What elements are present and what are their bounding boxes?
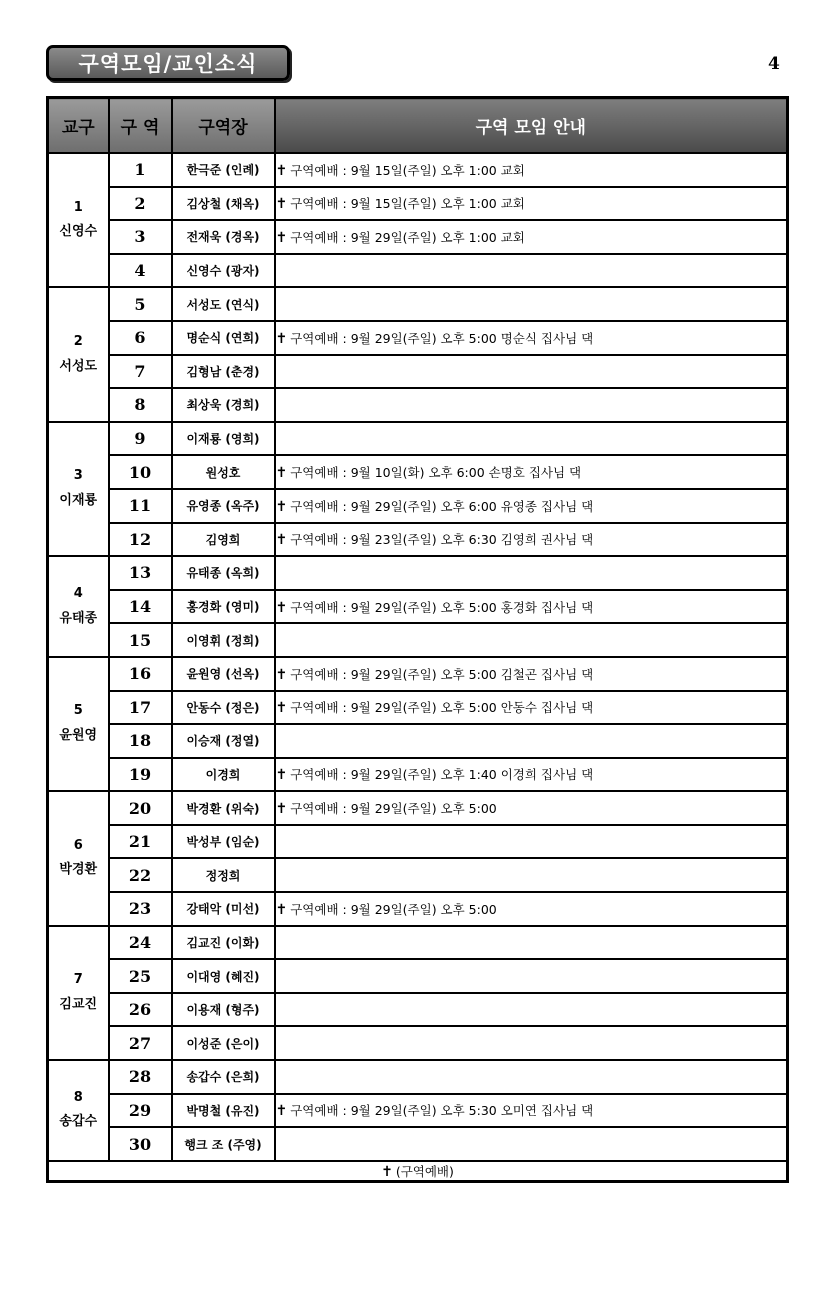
meeting-info-cell (275, 691, 788, 725)
page-number: 4 (768, 54, 780, 74)
zone-leader: 전재욱 (경옥) (172, 220, 275, 254)
cross-icon: ✝ (275, 330, 288, 347)
cross-icon: ✝ (275, 1103, 288, 1120)
table-row (48, 422, 788, 456)
table-row (48, 220, 788, 254)
meeting-info-cell (275, 657, 788, 691)
district-cell (48, 287, 109, 421)
district-number: 4 (73, 585, 83, 601)
zone-leader: 홍경화 (영미) (172, 590, 275, 624)
cross-icon: ✝ (275, 801, 288, 818)
zone-leader: 한극준 (인례) (172, 153, 275, 187)
zone-leader: 윤원영 (선옥) (172, 657, 275, 691)
table-row (48, 657, 788, 691)
cross-icon: ✝ (275, 767, 288, 784)
table-row (48, 355, 788, 389)
header-leader: 구역장 (172, 98, 275, 154)
district-name: 이재룡 (59, 492, 98, 508)
zone-leader: 유태종 (옥희) (172, 556, 275, 590)
zone-number: 24 (109, 926, 172, 960)
district-cell (48, 657, 109, 791)
header-district: 교구 (48, 98, 109, 154)
table-row (48, 523, 788, 557)
zone-leader: 행크 조 (주영) (172, 1127, 275, 1161)
zone-leader: 박명철 (유진) (172, 1094, 275, 1128)
table-row (48, 623, 788, 657)
zone-leader: 신영수 (광자) (172, 254, 275, 288)
footer-label: (구역예배) (395, 1163, 454, 1179)
zone-number: 27 (109, 1026, 172, 1060)
zone-leader: 안동수 (정은) (172, 691, 275, 725)
district-name: 김교진 (59, 996, 98, 1012)
table-row (48, 892, 788, 926)
cross-icon: ✝ (275, 465, 288, 482)
zone-leader: 최상욱 (경희) (172, 388, 275, 422)
table-row (48, 959, 788, 993)
meeting-info-cell (275, 321, 788, 355)
zone-leader: 박경환 (위숙) (172, 791, 275, 825)
zone-number: 8 (109, 388, 172, 422)
meeting-info-cell (275, 1127, 788, 1161)
meeting-info: 구역예배 : 9월 29일(주일) 오후 5:00 명순식 집사님 댁 (290, 330, 594, 346)
meeting-info-cell (275, 556, 788, 590)
table-row (48, 1094, 788, 1128)
meeting-info-cell (275, 153, 788, 187)
zone-number: 14 (109, 590, 172, 624)
district-name: 윤원영 (59, 728, 98, 744)
zone-leader: 명순식 (연희) (172, 321, 275, 355)
zone-leader: 송갑수 (은희) (172, 1060, 275, 1094)
zone-number: 12 (109, 523, 172, 557)
meeting-info-cell (275, 623, 788, 657)
zone-leader: 김상철 (채옥) (172, 187, 275, 221)
zone-number: 16 (109, 657, 172, 691)
meeting-info: 구역예배 : 9월 29일(주일) 오후 5:00 홍경화 집사님 댁 (290, 599, 594, 615)
cross-icon: ✝ (275, 162, 288, 179)
meeting-info: 구역예배 : 9월 10일(화) 오후 6:00 손명호 집사님 댁 (290, 465, 582, 481)
district-name: 박경환 (59, 862, 98, 878)
table-footer-row (48, 1161, 788, 1182)
meeting-info-cell (275, 724, 788, 758)
section-title: 구역모임/교인소식 (46, 45, 290, 81)
zone-number: 4 (109, 254, 172, 288)
cross-icon: ✝ (275, 532, 288, 549)
meeting-info: 구역예배 : 9월 29일(주일) 오후 5:00 (290, 901, 497, 917)
meeting-info-cell (275, 758, 788, 792)
district-number: 1 (73, 199, 83, 215)
zone-leader: 김교진 (이화) (172, 926, 275, 960)
zone-leader: 정정희 (172, 858, 275, 892)
table-row (48, 1026, 788, 1060)
zone-leader: 서성도 (연식) (172, 287, 275, 321)
meeting-info-cell (275, 254, 788, 288)
zone-leader: 김영희 (172, 523, 275, 557)
district-name: 송갑수 (59, 1114, 98, 1130)
meeting-info-cell (275, 388, 788, 422)
zone-leader: 이경희 (172, 758, 275, 792)
zone-number: 19 (109, 758, 172, 792)
meeting-info-cell (275, 892, 788, 926)
meeting-info: 구역예배 : 9월 29일(주일) 오후 5:30 오미연 집사님 댁 (290, 1103, 594, 1119)
meeting-info-cell (275, 926, 788, 960)
table-row (48, 287, 788, 321)
meeting-info: 구역예배 : 9월 15일(주일) 오후 1:00 교회 (290, 196, 525, 212)
district-name: 유태종 (59, 610, 98, 626)
zone-number: 3 (109, 220, 172, 254)
table-row (48, 388, 788, 422)
zone-leader: 강태악 (미선) (172, 892, 275, 926)
district-cell (48, 926, 109, 1060)
meeting-info-cell (275, 523, 788, 557)
zone-leader: 이성준 (은이) (172, 1026, 275, 1060)
meeting-info-cell (275, 355, 788, 389)
district-name: 서성도 (59, 358, 98, 374)
zone-leader: 이영휘 (정희) (172, 623, 275, 657)
zone-number: 28 (109, 1060, 172, 1094)
cross-icon: ✝ (275, 196, 288, 213)
meeting-info: 구역예배 : 9월 29일(주일) 오후 5:00 (290, 801, 497, 817)
meeting-info-cell (275, 1094, 788, 1128)
meeting-info-cell (275, 287, 788, 321)
zone-number: 29 (109, 1094, 172, 1128)
table-row (48, 1060, 788, 1094)
cross-icon: ✝ (275, 700, 288, 717)
meeting-info: 구역예배 : 9월 29일(주일) 오후 6:00 유영종 집사님 댁 (290, 498, 594, 514)
table-row (48, 455, 788, 489)
table-row (48, 1127, 788, 1161)
cross-icon: ✝ (381, 1163, 393, 1180)
zone-number: 25 (109, 959, 172, 993)
header-zone: 구 역 (109, 98, 172, 154)
cross-icon: ✝ (275, 901, 288, 918)
district-number: 7 (73, 972, 83, 988)
meeting-info: 구역예배 : 9월 29일(주일) 오후 1:00 교회 (290, 229, 525, 245)
cross-icon: ✝ (275, 498, 288, 515)
zone-number: 17 (109, 691, 172, 725)
table-row (48, 758, 788, 792)
zone-number: 23 (109, 892, 172, 926)
district-cell (48, 422, 109, 556)
zone-number: 5 (109, 287, 172, 321)
table-row (48, 153, 788, 187)
table-row (48, 825, 788, 859)
cross-icon: ✝ (275, 229, 288, 246)
district-number: 8 (73, 1089, 83, 1105)
district-number: 5 (73, 703, 83, 719)
district-cell (48, 791, 109, 925)
meeting-info-cell (275, 993, 788, 1027)
zone-number: 10 (109, 455, 172, 489)
meeting-info-cell (275, 858, 788, 892)
zone-number: 22 (109, 858, 172, 892)
meeting-info: 구역예배 : 9월 29일(주일) 오후 5:00 김철곤 집사님 댁 (290, 666, 594, 682)
table-footer (48, 1161, 788, 1182)
meeting-info: 구역예배 : 9월 15일(주일) 오후 1:00 교회 (290, 162, 525, 178)
meeting-info-cell (275, 959, 788, 993)
meeting-info-cell (275, 489, 788, 523)
zone-number: 11 (109, 489, 172, 523)
table-row (48, 321, 788, 355)
table-row (48, 791, 788, 825)
table-header-row (48, 98, 788, 154)
zone-number: 30 (109, 1127, 172, 1161)
table-row (48, 691, 788, 725)
meeting-info-cell (275, 455, 788, 489)
zone-number: 26 (109, 993, 172, 1027)
table-row (48, 590, 788, 624)
table-row (48, 926, 788, 960)
zone-leader: 이용재 (형주) (172, 993, 275, 1027)
meeting-info: 구역예배 : 9월 29일(주일) 오후 5:00 안동수 집사님 댁 (290, 700, 594, 716)
zone-number: 20 (109, 791, 172, 825)
meeting-info-cell (275, 187, 788, 221)
zone-number: 1 (109, 153, 172, 187)
table-row (48, 489, 788, 523)
zone-leader: 박성부 (임순) (172, 825, 275, 859)
table-row (48, 556, 788, 590)
zone-number: 15 (109, 623, 172, 657)
zone-meeting-table (46, 96, 789, 1183)
table-row (48, 254, 788, 288)
cross-icon: ✝ (275, 599, 288, 616)
zone-number: 18 (109, 724, 172, 758)
zone-leader: 이대영 (혜진) (172, 959, 275, 993)
zone-number: 2 (109, 187, 172, 221)
zone-number: 13 (109, 556, 172, 590)
meeting-info-cell (275, 825, 788, 859)
district-number: 3 (73, 468, 83, 484)
zone-leader: 원성호 (172, 455, 275, 489)
district-number: 6 (73, 837, 83, 853)
district-cell (48, 1060, 109, 1161)
zone-number: 7 (109, 355, 172, 389)
district-cell (48, 153, 109, 287)
table-row (48, 724, 788, 758)
meeting-info: 구역예배 : 9월 23일(주일) 오후 6:30 김영희 권사님 댁 (290, 532, 594, 548)
meeting-info-cell (275, 422, 788, 456)
table-row (48, 187, 788, 221)
table-row (48, 993, 788, 1027)
meeting-info-cell (275, 220, 788, 254)
zone-leader: 이재룡 (영희) (172, 422, 275, 456)
zone-number: 21 (109, 825, 172, 859)
meeting-info-cell (275, 590, 788, 624)
zone-leader: 이승재 (정열) (172, 724, 275, 758)
meeting-info: 구역예배 : 9월 29일(주일) 오후 1:40 이경희 집사님 댁 (290, 767, 594, 783)
cross-icon: ✝ (275, 666, 288, 683)
zone-number: 9 (109, 422, 172, 456)
district-name: 신영수 (59, 224, 98, 240)
meeting-info-cell (275, 1060, 788, 1094)
zone-leader: 김형남 (춘경) (172, 355, 275, 389)
zone-leader: 유영종 (옥주) (172, 489, 275, 523)
district-cell (48, 556, 109, 657)
header-meeting-info: 구역 모임 안내 (275, 98, 788, 154)
table-row (48, 858, 788, 892)
zone-number: 6 (109, 321, 172, 355)
meeting-info-cell (275, 791, 788, 825)
meeting-info-cell (275, 1026, 788, 1060)
district-number: 2 (73, 333, 83, 349)
